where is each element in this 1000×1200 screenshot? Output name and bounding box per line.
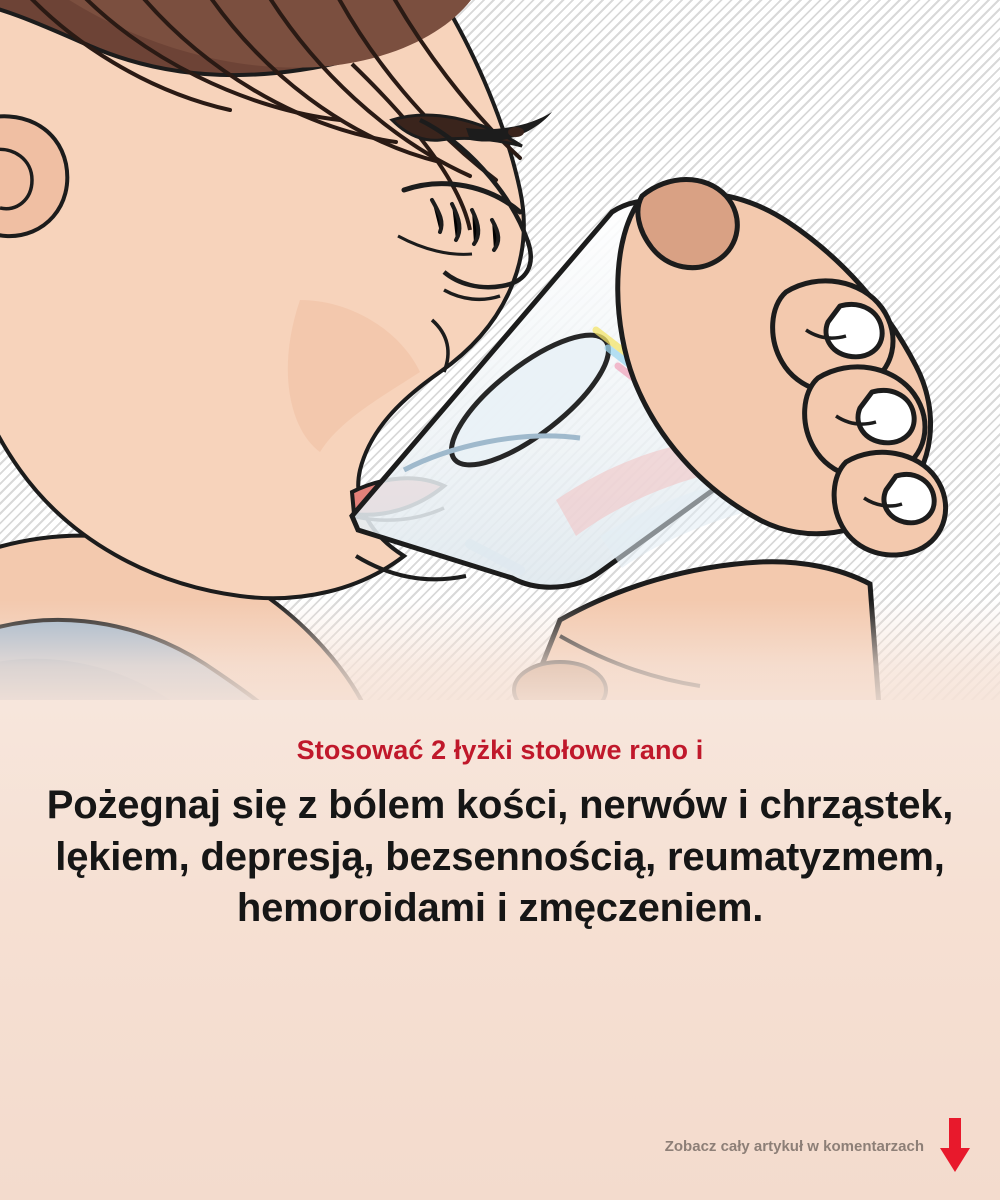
headline-text: Pożegnaj się z bólem kości, nerwów i chrząstek, lękiem, depresją, bezsennością, reumatyzmem, hemoroidami i zmęczeniem. bbox=[46, 783, 954, 930]
arrow-down-icon bbox=[938, 1118, 972, 1174]
footer bbox=[665, 1118, 972, 1174]
kicker-text: Stosować 2 łyżki stołowe rano i bbox=[296, 735, 704, 765]
footer-note: Zobacz cały artykuł w komentarzach bbox=[664, 1137, 924, 1155]
